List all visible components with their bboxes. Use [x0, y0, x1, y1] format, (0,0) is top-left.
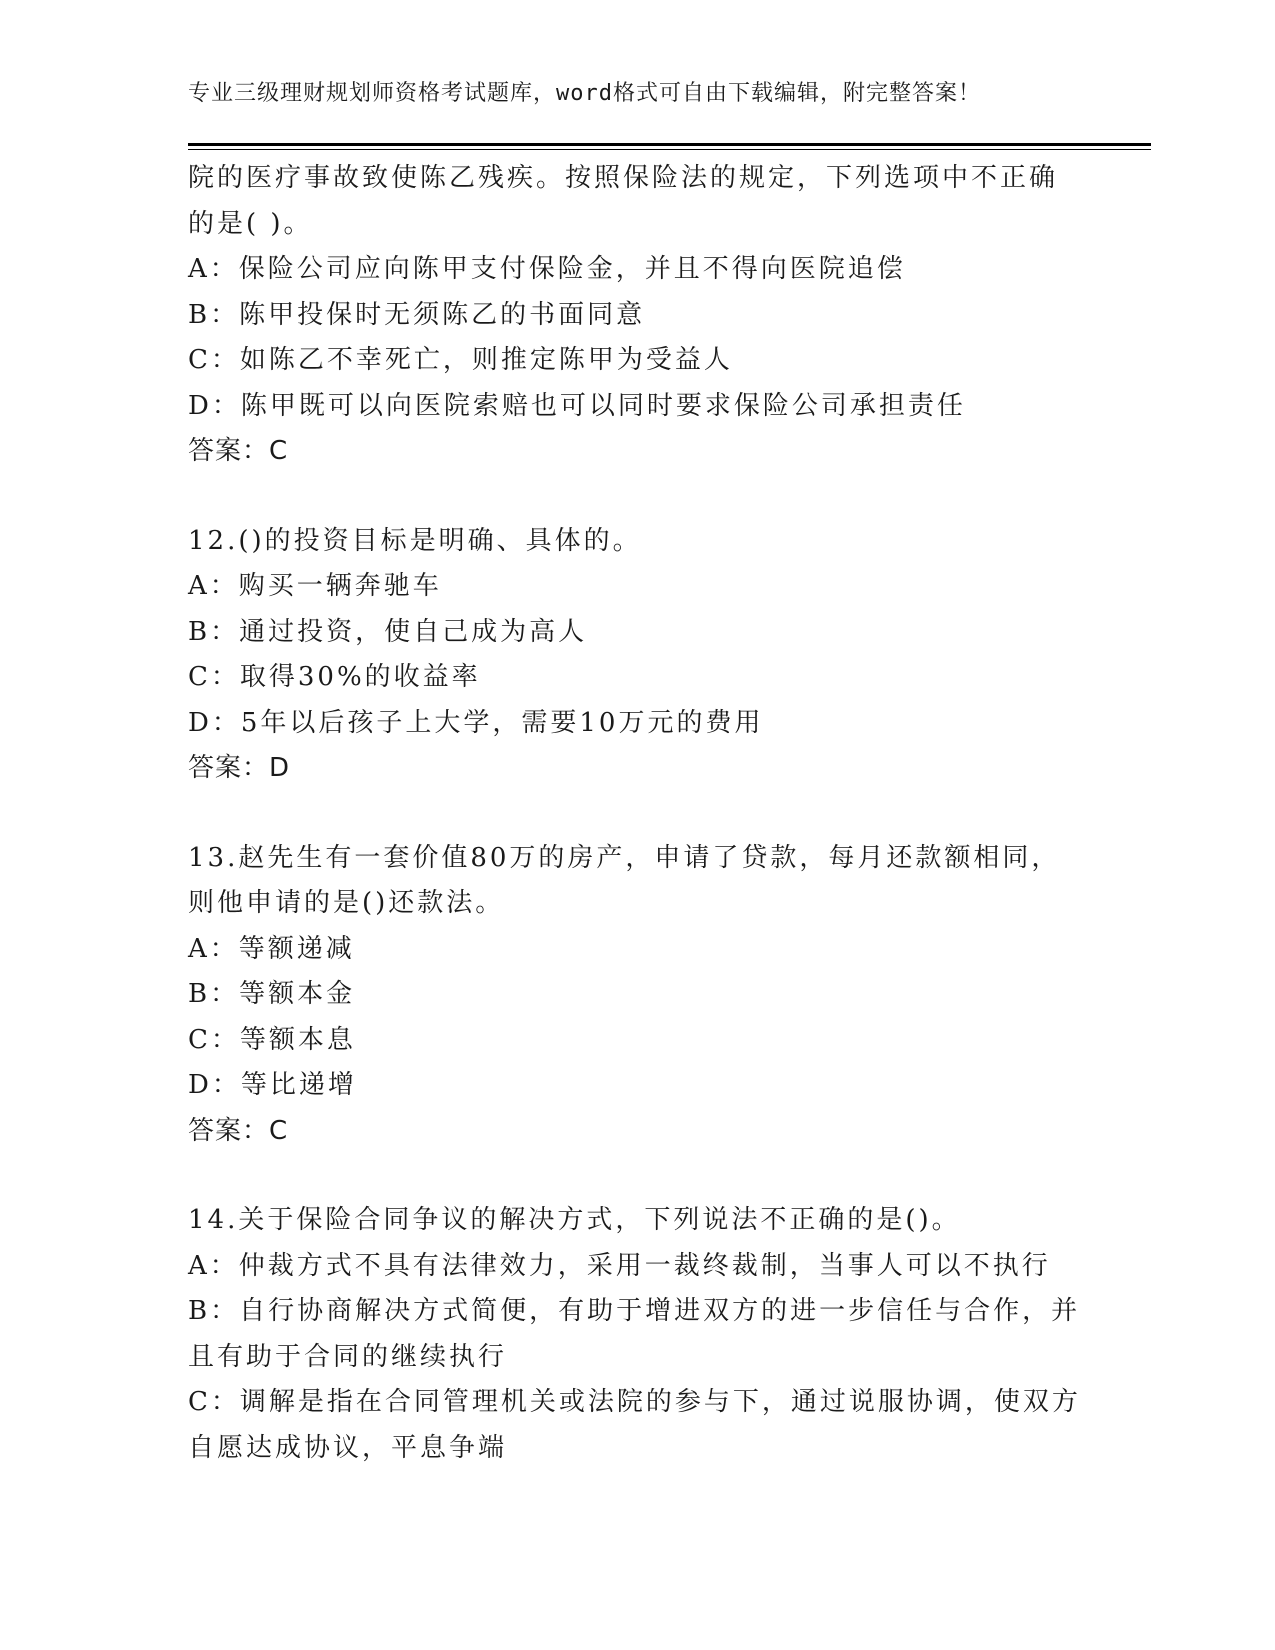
- option-d: D：5年以后孩子上大学，需要10万元的费用: [188, 707, 764, 738]
- option-b: B：陈甲投保时无须陈乙的书面同意: [188, 299, 646, 330]
- option-c: C：等额本息: [188, 1024, 356, 1055]
- question-stem-line: 14.关于保险合同争议的解决方式，下列说法不正确的是()。: [188, 1205, 961, 1235]
- option-a: A：购买一辆奔驰车: [188, 571, 442, 601]
- question-stem-line: 12.()的投资目标是明确、具体的。: [188, 525, 642, 556]
- header-rule-thin: [188, 149, 1151, 150]
- option-a: A：仲裁方式不具有法律效力，采用一裁终裁制，当事人可以不执行: [188, 1250, 1051, 1281]
- question-block-13: [188, 836, 1078, 1155]
- answer-label: 答案：D: [188, 753, 291, 783]
- question-stem-line: 的是( )。: [188, 208, 313, 239]
- option-c-continued: 自愿达成协议，平息争端: [188, 1432, 508, 1463]
- question-block-12: [188, 519, 1078, 792]
- question-stem-line: 则他申请的是()还款法。: [188, 888, 505, 918]
- question-stem-line: 13.赵先生有一套价值80万的房产，申请了贷款，每月还款额相同，: [188, 842, 1061, 873]
- option-c: C：调解是指在合同管理机关或法院的参与下，通过说服协调，使双方: [188, 1387, 1081, 1417]
- option-c: C：取得30%的收益率: [188, 662, 481, 692]
- question-content: [188, 156, 1081, 1471]
- option-a: A：等额递减: [188, 933, 355, 964]
- question-block-11: [188, 156, 1078, 475]
- option-a: A：保险公司应向陈甲支付保险金，并且不得向医院追偿: [188, 254, 906, 284]
- option-d: D：陈甲既可以向医院索赔也可以同时要求保险公司承担责任: [188, 390, 966, 421]
- page-header-title: 专业三级理财规划师资格考试题库，word格式可自由下载编辑，附完整答案！: [188, 81, 981, 106]
- option-b: B：通过投资，使自己成为高人: [188, 616, 588, 647]
- header-rule-thick: [188, 143, 1151, 146]
- option-d: D：等比递增: [188, 1070, 357, 1100]
- option-c: C：如陈乙不幸死亡，则推定陈甲为受益人: [188, 345, 733, 375]
- question-block-14: [188, 1198, 1081, 1471]
- answer-label: 答案：C: [188, 1115, 289, 1146]
- option-b: B：自行协商解决方式简便，有助于增进双方的进一步信任与合作，并: [188, 1296, 1081, 1326]
- answer-label: 答案：C: [188, 436, 289, 466]
- question-stem-line: 院的医疗事故致使陈乙残疾。按照保险法的规定，下列选项中不正确: [188, 163, 1059, 193]
- option-b: B：等额本金: [188, 979, 356, 1009]
- option-b-continued: 且有助于合同的继续执行: [188, 1341, 508, 1372]
